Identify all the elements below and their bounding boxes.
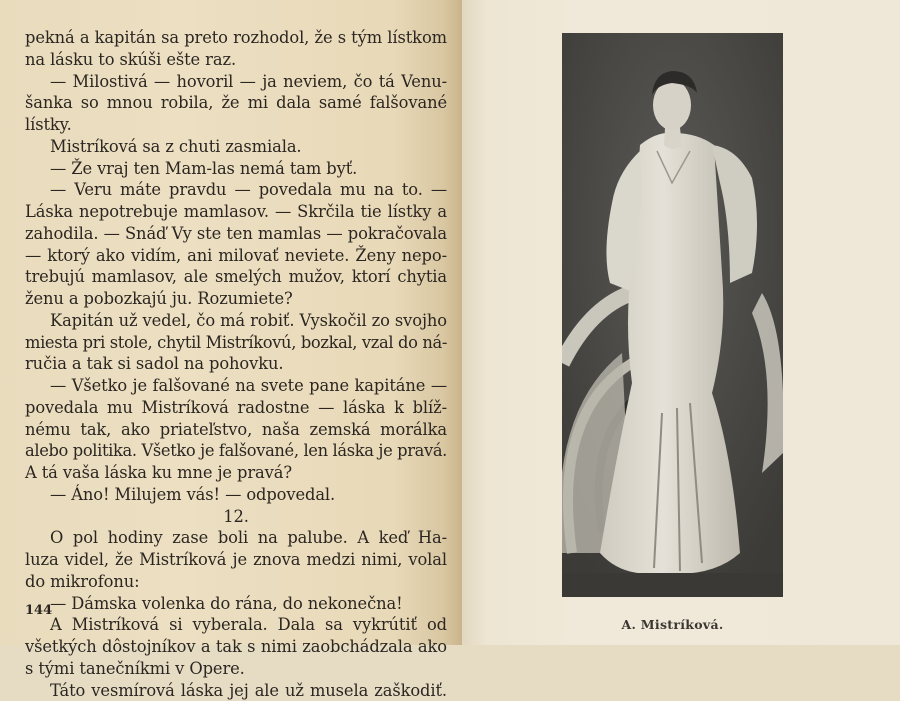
text-line: — Dámska volenka do rána, do nekonečna! <box>25 593 447 615</box>
text-line: pekná a kapitán sa preto rozhodol, že s tým lístkom <box>25 27 447 49</box>
text-line: nému tak, ako priateľstvo, naša zemská morálka <box>25 419 447 441</box>
text-line: Mistríková sa z chuti zasmiala. <box>25 136 447 158</box>
text-line: — Milostivá — hovoril — ja neviem, čo tá Venu- <box>25 71 447 93</box>
page-number: 144 <box>25 603 52 618</box>
text-line: trebujú mamlasov, ale smelých mužov, ktorí chytia <box>25 266 447 288</box>
text-line: ženu a pobozkajú ju. Rozumiete? <box>25 288 447 310</box>
text-line: luza videl, že Mistríková je znova medzi nimi, volal <box>25 549 447 571</box>
text-line: všetkých dôstojníkov a tak s nimi zaobchádzala ako <box>25 636 447 658</box>
text-line: do mikrofonu: <box>25 571 447 593</box>
text-line: A tá vaša láska ku mne je pravá? <box>25 462 447 484</box>
text-line: miesta pri stole, chytil Mistríkovú, bozkal, vzal do ná- <box>25 332 447 354</box>
text-line: Táto vesmírová láska jej ale už musela zaškodiť. <box>25 680 447 701</box>
text-line: s tými tanečníkmi v Opere. <box>25 658 447 680</box>
portrait-illustration <box>562 33 783 597</box>
text-line: alebo politika. Všetko je falšované, len láska je pravá. <box>25 440 447 462</box>
text-line: na lásku to skúši ešte raz. <box>25 49 447 71</box>
text-line: lístky. <box>25 114 447 136</box>
text-line: Kapitán už vedel, čo má robiť. Vyskočil zo svojho <box>25 310 447 332</box>
text-line: — Veru máte pravdu — povedala mu na to. — <box>25 179 447 201</box>
chapter-heading: 12. <box>25 506 447 528</box>
left-page <box>0 0 462 645</box>
text-line: — ktorý ako vidím, ani milovať neviete. Ženy nepo- <box>25 245 447 267</box>
text-line: — Že vraj ten Mam-las nemá tam byť. <box>25 158 447 180</box>
text-line: — Áno! Milujem vás! — odpovedal. <box>25 484 447 506</box>
photo-caption: A. Mistríková. <box>562 617 783 632</box>
text-line: A Mistríková si vyberala. Dala sa vykrútiť od <box>25 614 447 636</box>
text-line: O pol hodiny zase boli na palube. A keď Ha- <box>25 527 447 549</box>
text-line: zahodila. — Snáď Vy ste ten mamlas — pokračovala <box>25 223 447 245</box>
text-line: — Všetko je falšované na svete pane kapitáne — <box>25 375 447 397</box>
text-line: Láska nepotrebuje mamlasov. — Skrčila tie lístky a <box>25 201 447 223</box>
text-line: povedala mu Mistríková radostne — láska k blíž- <box>25 397 447 419</box>
body-text <box>25 27 447 701</box>
portrait-photo <box>562 33 783 597</box>
text-line: šanka so mnou robila, že mi dala samé falšované <box>25 92 447 114</box>
text-line: ručia a tak si sadol na pohovku. <box>25 353 447 375</box>
